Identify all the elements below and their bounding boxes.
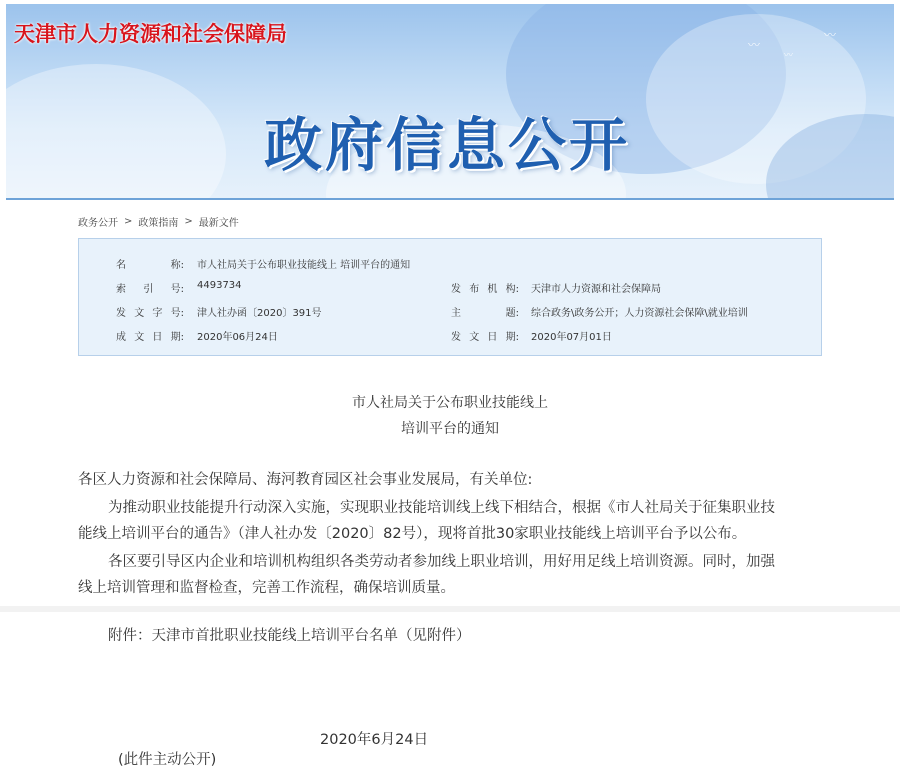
document-title-line-1: 市人社局关于公布职业技能线上 — [352, 395, 548, 411]
meta-docno-value: 津人社办函〔2020〕391号 — [197, 308, 322, 319]
content-divider — [0, 606, 900, 612]
meta-created-value: 2020年06月24日 — [197, 332, 278, 343]
document-salutation: 各区人力资源和社会保障局、海河教育园区社会事业发展局，有关单位: — [78, 472, 533, 488]
meta-name-value: 市人社局关于公布职业技能线上 培训平台的通知 — [197, 260, 411, 271]
meta-subject-value: 综合政务\政务公开；人力资源社会保障\就业培训 — [531, 308, 748, 319]
header-banner — [6, 4, 894, 198]
meta-subject-label: 主 题: — [451, 308, 519, 319]
breadcrumb-separator: > — [184, 216, 193, 227]
section-title: 政府信息公开 — [264, 111, 631, 179]
breadcrumb-item-gov-affairs[interactable]: 政务公开 — [78, 218, 118, 229]
bird-icon: 〰 — [748, 38, 761, 52]
banner-decoration — [6, 64, 226, 198]
meta-created-label: 成 文 日 期: — [116, 332, 184, 343]
banner-divider — [6, 198, 894, 200]
meta-issuer-value: 天津市人力资源和社会保障局 — [531, 284, 661, 295]
paragraph-2-line-1: 各区要引导区内企业和培训机构组织各类劳动者参加线上职业培训，用好用足线上培训资源。同时，加强 — [108, 554, 775, 570]
site-name-logo[interactable]: 天津市人力资源和社会保障局 — [14, 22, 287, 46]
meta-issuer-label: 发 布 机 构: — [451, 284, 519, 295]
breadcrumb-separator: > — [124, 216, 133, 227]
breadcrumb-item-latest-files[interactable]: 最新文件 — [198, 218, 239, 229]
paragraph-1-line-2: 能线上培训平台的通告》（津人社办发〔2020〕82号），现将首批30家职业技能线上培训平台予以公布。 — [78, 526, 747, 542]
meta-published-label: 发 文 日 期: — [451, 332, 519, 343]
bird-icon: 〰 — [784, 51, 794, 61]
meta-published-value: 2020年07月01日 — [531, 332, 612, 343]
paragraph-2-line-2: 线上培训管理和监督检查，完善工作流程，确保培训质量。 — [78, 580, 455, 596]
meta-name-label: 名 称: — [116, 260, 184, 271]
meta-index-value: 4493734 — [197, 280, 242, 291]
document-date: 2020年6月24日 — [320, 732, 429, 748]
document-title-line-2: 培训平台的通知 — [401, 421, 499, 437]
paragraph-1-line-1: 为推动职业技能提升行动深入实施，实现职业技能培训线上线下相结合，根据《市人社局关于征集职业技 — [108, 500, 775, 516]
meta-docno-label: 发 文 字 号: — [116, 308, 184, 319]
document-metadata-box — [78, 238, 822, 356]
attachment-note[interactable]: 附件：天津市首批职业技能线上培训平台名单（见附件） — [108, 628, 471, 644]
breadcrumb-item-policy-guide[interactable]: 政策指南 — [138, 218, 179, 229]
meta-index-label: 索 引 号: — [116, 284, 184, 295]
bird-icon: 〰 — [824, 28, 837, 42]
breadcrumb — [78, 214, 239, 229]
disclosure-note: (此件主动公开) — [118, 752, 217, 768]
